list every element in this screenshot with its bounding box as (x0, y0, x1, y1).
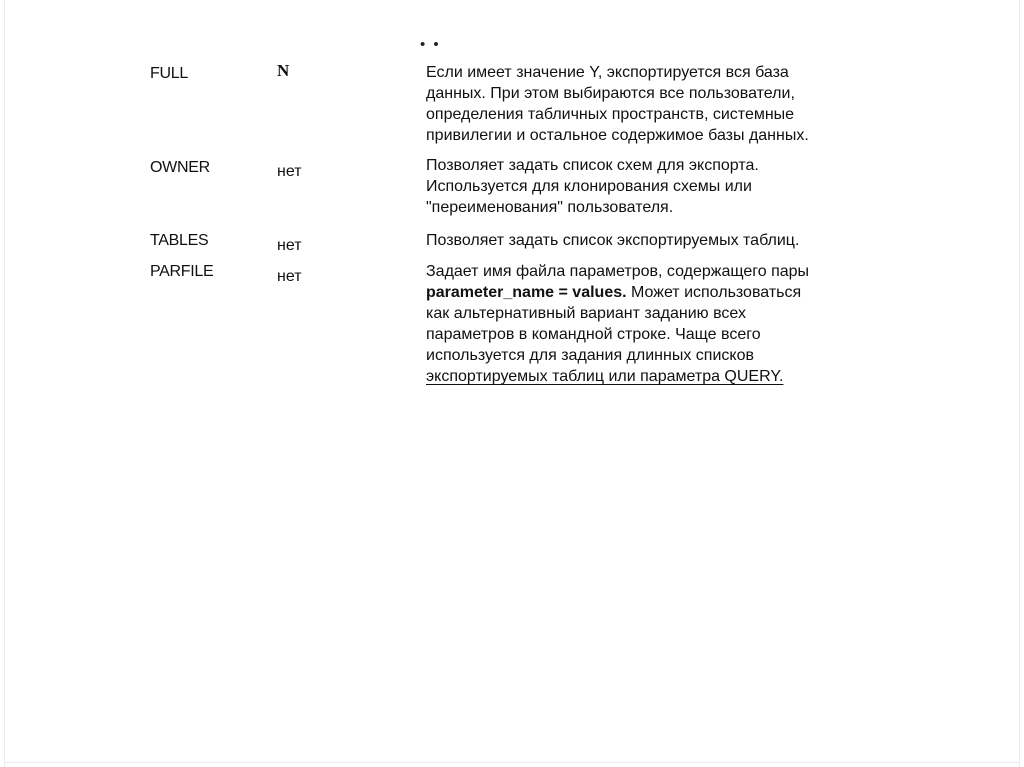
description-line: экспортируемых таблиц или параметра QUERY. (426, 368, 784, 385)
param-owner: OWNER (150, 159, 210, 176)
default-full: N (277, 61, 290, 80)
param-full: FULL (150, 65, 188, 82)
description-line: используется для задания длинных списков (426, 347, 754, 364)
description-line (426, 282, 809, 303)
description-line: Если имеет значение Y, экспортируется вся база (426, 64, 789, 81)
param-tables: TABLES (150, 232, 209, 249)
page-border-bottom (4, 762, 1020, 763)
description-line: данных. При этом выбираются все пользователи, (426, 85, 795, 102)
default-parfile: нет (277, 268, 302, 285)
description-line: параметров в командной строке. Чаще всего (426, 326, 761, 343)
parameter-syntax: parameter_name = values. (426, 284, 627, 301)
page-border-left (4, 0, 5, 767)
default-tables: нет (277, 237, 302, 254)
description-line: Задает имя файла параметров, содержащего пары (426, 263, 810, 280)
description-tables (426, 230, 799, 251)
description-text: Может использоваться (626, 284, 802, 301)
page-border-right (1019, 0, 1020, 767)
description-full (426, 62, 809, 146)
description-line: Позволяет задать список схем для экспорта. (426, 157, 759, 174)
description-line: определения табличных пространств, системные (426, 106, 795, 123)
description-line: привилегии и остальное содержимое базы данных. (426, 127, 809, 144)
description-line: как альтернативный вариант заданию всех (426, 305, 746, 322)
description-owner (426, 155, 759, 218)
param-parfile: PARFILE (150, 263, 214, 280)
description-line: Позволяет задать список экспортируемых таблиц. (426, 232, 800, 249)
description-line: Используется для клонирования схемы или (426, 178, 752, 195)
description-parfile (426, 261, 809, 387)
description-line: "переименования" пользователя. (426, 199, 674, 216)
default-owner: нет (277, 163, 302, 180)
cut-off-text-fragment: • • (420, 36, 441, 53)
